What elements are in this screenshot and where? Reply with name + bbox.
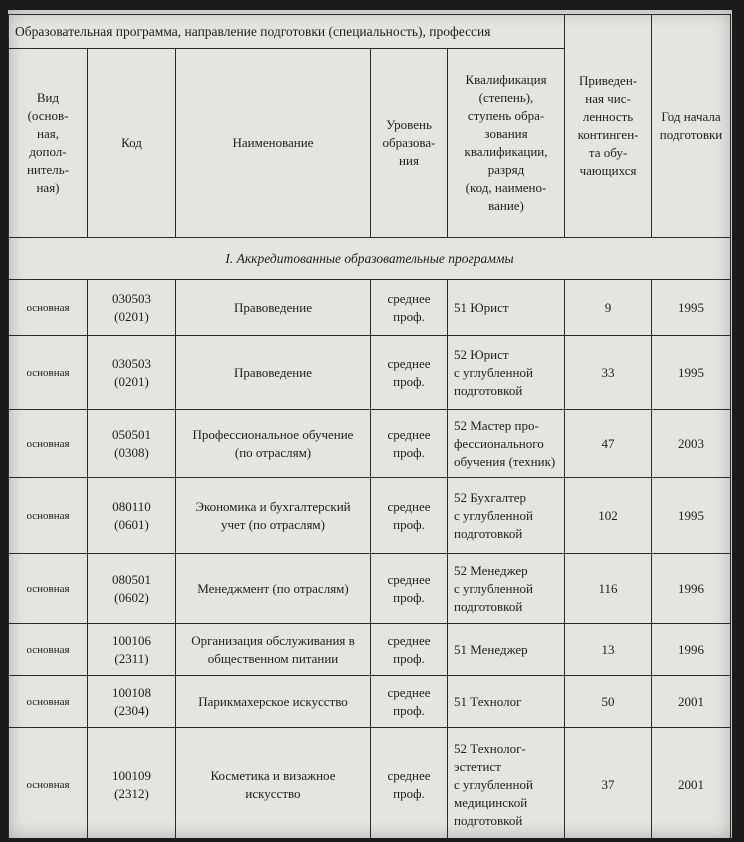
level-cell: среднее проф. <box>371 410 448 478</box>
level-cell: среднее проф. <box>371 336 448 410</box>
kind-cell: основная <box>9 280 88 336</box>
qualification-cell: 52 Юрист с углубленной подготовкой <box>448 336 565 410</box>
contingent-cell: 37 <box>565 728 652 839</box>
code-cell: 100109 (2312) <box>88 728 176 839</box>
program-group-header: Образовательная программа, направление подготовки (специальность), профессия <box>9 15 565 49</box>
name-cell: Экономика и бухгалтерский учет (по отраслям) <box>176 478 371 554</box>
qualification-cell: 51 Менеджер <box>448 624 565 676</box>
kind-cell: основная <box>9 554 88 624</box>
level-cell: среднее проф. <box>371 478 448 554</box>
kind-cell: основная <box>9 676 88 728</box>
year-cell: 1996 <box>652 624 731 676</box>
document-page <box>8 10 732 838</box>
qualification-header: Квалификация (степень), ступень обра- зования квалификации, разряд (код, наимено- вание) <box>448 49 565 238</box>
code-cell: 030503 (0201) <box>88 280 176 336</box>
table-row <box>9 280 731 336</box>
level-cell: среднее проф. <box>371 676 448 728</box>
contingent-cell: 9 <box>565 280 652 336</box>
year-cell: 2001 <box>652 676 731 728</box>
kind-header: Вид (основ- ная, допол- нитель- ная) <box>9 49 88 238</box>
name-cell: Правоведение <box>176 336 371 410</box>
table-row <box>9 728 731 839</box>
header-row-1 <box>9 15 731 49</box>
section-row <box>9 238 731 280</box>
contingent-cell: 47 <box>565 410 652 478</box>
code-header: Код <box>88 49 176 238</box>
qualification-cell: 52 Мастер про- фессионального обучения (техник) <box>448 410 565 478</box>
name-cell: Менеджмент (по отраслям) <box>176 554 371 624</box>
table-row <box>9 624 731 676</box>
name-cell: Профессиональное обучение (по отраслям) <box>176 410 371 478</box>
year-cell: 1995 <box>652 280 731 336</box>
table-row <box>9 336 731 410</box>
code-cell: 100106 (2311) <box>88 624 176 676</box>
kind-cell: основная <box>9 624 88 676</box>
level-header: Уровень образова- ния <box>371 49 448 238</box>
year-cell: 1996 <box>652 554 731 624</box>
kind-cell: основная <box>9 410 88 478</box>
name-cell: Парикмахерское искусство <box>176 676 371 728</box>
programs-table <box>8 14 731 838</box>
kind-cell: основная <box>9 728 88 839</box>
kind-cell: основная <box>9 478 88 554</box>
level-cell: среднее проф. <box>371 280 448 336</box>
contingent-cell: 116 <box>565 554 652 624</box>
contingent-cell: 102 <box>565 478 652 554</box>
code-cell: 100108 (2304) <box>88 676 176 728</box>
table-row <box>9 554 731 624</box>
year-cell: 2001 <box>652 728 731 839</box>
level-cell: среднее проф. <box>371 624 448 676</box>
level-cell: среднее проф. <box>371 554 448 624</box>
kind-cell: основная <box>9 336 88 410</box>
table-row <box>9 410 731 478</box>
name-header: Наименование <box>176 49 371 238</box>
code-cell: 080501 (0602) <box>88 554 176 624</box>
name-cell: Косметика и визажное искусство <box>176 728 371 839</box>
start-year-header: Год начала подготовки <box>652 15 731 238</box>
name-cell: Организация обслуживания в общественном питании <box>176 624 371 676</box>
qualification-cell: 51 Юрист <box>448 280 565 336</box>
section-title: I. Аккредитованные образовательные программы <box>9 238 731 280</box>
table-row <box>9 676 731 728</box>
qualification-cell: 52 Менеджер с углубленной подготовкой <box>448 554 565 624</box>
year-cell: 1995 <box>652 478 731 554</box>
contingent-cell: 33 <box>565 336 652 410</box>
qualification-cell: 52 Технолог- эстетист с углубленной медицинской подготовкой <box>448 728 565 839</box>
code-cell: 050501 (0308) <box>88 410 176 478</box>
qualification-cell: 52 Бухгалтер с углубленной подготовкой <box>448 478 565 554</box>
contingent-cell: 13 <box>565 624 652 676</box>
contingent-cell: 50 <box>565 676 652 728</box>
name-cell: Правоведение <box>176 280 371 336</box>
year-cell: 2003 <box>652 410 731 478</box>
code-cell: 080110 (0601) <box>88 478 176 554</box>
level-cell: среднее проф. <box>371 728 448 839</box>
table-row <box>9 478 731 554</box>
qualification-cell: 51 Технолог <box>448 676 565 728</box>
code-cell: 030503 (0201) <box>88 336 176 410</box>
year-cell: 1995 <box>652 336 731 410</box>
contingent-header: Приведен- ная чис- ленность континген- та обу- чающихся <box>565 15 652 238</box>
